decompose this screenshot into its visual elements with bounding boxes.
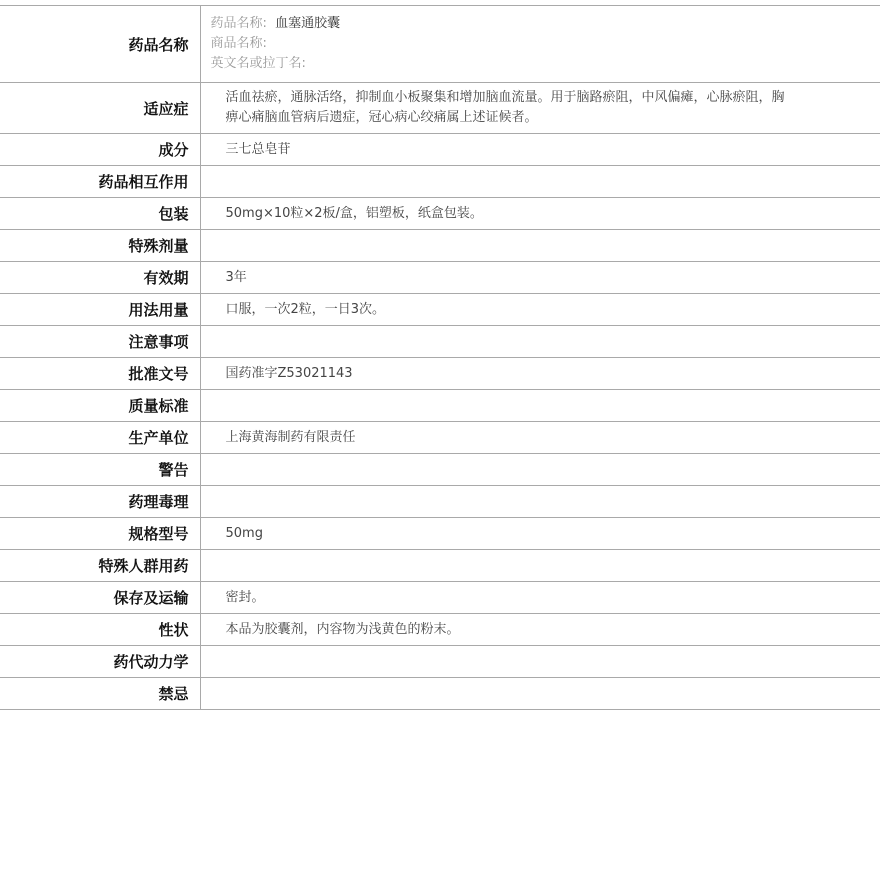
- row-label: 包装: [0, 198, 200, 230]
- row-label: 质量标准: [0, 390, 200, 422]
- row-label: 规格型号: [0, 518, 200, 550]
- row-warning: [0, 454, 880, 486]
- row-value: 密封。: [200, 582, 880, 614]
- row-special-dosage: [0, 230, 880, 262]
- row-approval-number: [0, 358, 880, 390]
- row-label: 药品名称: [0, 6, 200, 83]
- row-value: [200, 678, 880, 710]
- row-value: 3年: [200, 262, 880, 294]
- row-special-populations: [0, 550, 880, 582]
- row-value: 三七总皂苷: [200, 134, 880, 166]
- row-label: 性状: [0, 614, 200, 646]
- row-label: 药品相互作用: [0, 166, 200, 198]
- row-label: 特殊剂量: [0, 230, 200, 262]
- drug-spec-sheet: [0, 5, 880, 710]
- row-value: 上海黄海制药有限责任: [200, 422, 880, 454]
- row-label: 警告: [0, 454, 200, 486]
- row-ingredients: [0, 134, 880, 166]
- row-packaging: [0, 198, 880, 230]
- row-label: 用法用量: [0, 294, 200, 326]
- row-precautions: [0, 326, 880, 358]
- row-contraindications: [0, 678, 880, 710]
- generic-name-line: [211, 14, 880, 34]
- latin-name-line: [211, 54, 880, 74]
- row-label: 批准文号: [0, 358, 200, 390]
- row-value: 活血祛瘀，通脉活络，抑制血小板聚集和增加脑血流量。用于脑路瘀阻，中风偏瘫，心脉瘀阻，胸痹心痛脑血管病后遗症，冠心病心绞痛属上述证候者。: [200, 83, 880, 134]
- row-value: 本品为胶囊剂，内容物为浅黄色的粉末。: [200, 614, 880, 646]
- trade-name-line: [211, 34, 880, 54]
- generic-name-label: 药品名称:: [210, 16, 267, 31]
- row-label: 注意事项: [0, 326, 200, 358]
- row-value: [200, 326, 880, 358]
- row-shelf-life: [0, 262, 880, 294]
- row-pharmacokinetics: [0, 646, 880, 678]
- row-storage-transport: [0, 582, 880, 614]
- generic-name-value: 血塞通胶囊: [275, 16, 341, 31]
- row-usage-dosage: [0, 294, 880, 326]
- row-label: 药理毒理: [0, 486, 200, 518]
- row-indications: [0, 83, 880, 134]
- row-value: 50mg: [200, 518, 880, 550]
- row-quality-standard: [0, 390, 880, 422]
- row-label: 成分: [0, 134, 200, 166]
- row-value: [200, 390, 880, 422]
- row-value: [200, 166, 880, 198]
- row-interactions: [0, 166, 880, 198]
- row-value: [200, 486, 880, 518]
- row-label: 适应症: [0, 83, 200, 134]
- row-specification: [0, 518, 880, 550]
- row-value: 50mg×10粒×2板/盒，铝塑板，纸盒包装。: [200, 198, 880, 230]
- row-value: [200, 550, 880, 582]
- row-value: [200, 646, 880, 678]
- row-manufacturer: [0, 422, 880, 454]
- row-description: [0, 614, 880, 646]
- row-value: 国药准字Z53021143: [200, 358, 880, 390]
- row-label: 特殊人群用药: [0, 550, 200, 582]
- row-label: 有效期: [0, 262, 200, 294]
- row-drug-name: [0, 6, 880, 83]
- latin-name-label: 英文名或拉丁名:: [210, 56, 306, 71]
- row-value: [200, 454, 880, 486]
- row-value: 口服，一次2粒，一日3次。: [200, 294, 880, 326]
- row-label: 药代动力学: [0, 646, 200, 678]
- row-pharmacology: [0, 486, 880, 518]
- trade-name-label: 商品名称:: [210, 36, 267, 51]
- drug-spec-table: [0, 5, 880, 710]
- row-label: 保存及运输: [0, 582, 200, 614]
- row-label: 禁忌: [0, 678, 200, 710]
- row-value: [200, 230, 880, 262]
- drug-name-cell: [200, 6, 880, 83]
- row-label: 生产单位: [0, 422, 200, 454]
